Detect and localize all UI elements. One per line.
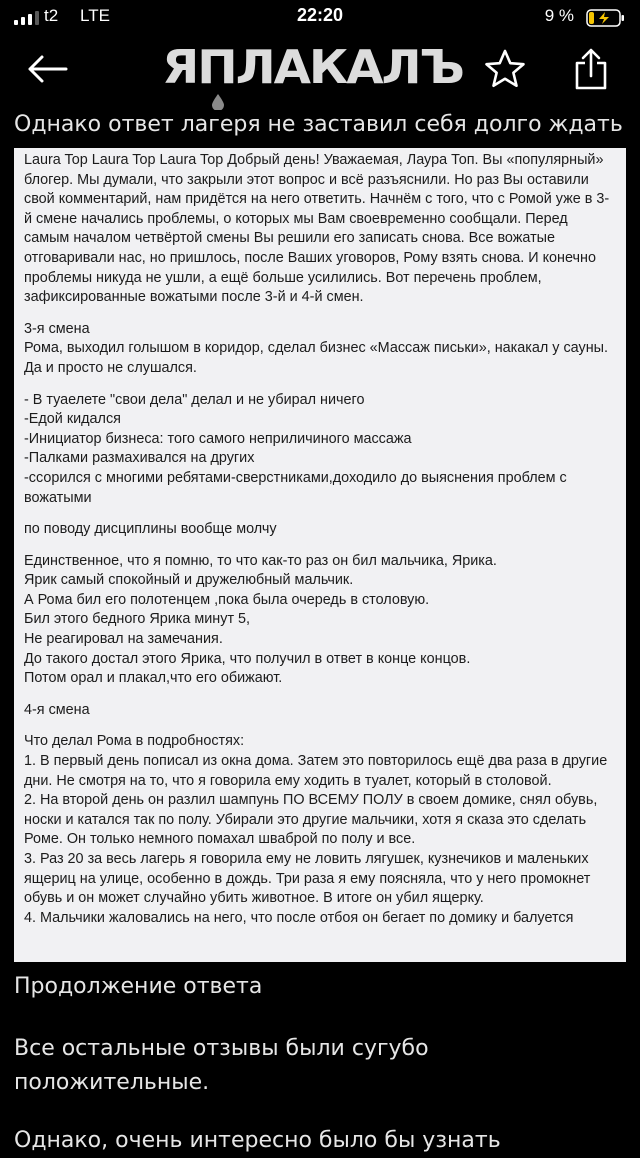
post-paragraph: Все остальные отзывы были сугубо положительные.: [14, 1036, 429, 1095]
screenshot-paragraph-yarik: Единственное, что я помню, то что как-то раз он бил мальчика, Ярика. Ярик самый спокойный и дружелюбный мальчик. А Рома бил его полотенцем ,пока была очередь в столовую. Бил этого бедного Ярика минут 5, Не реагировал на замечания. До такого достал этого Ярика, что получил в ответ в конце концов. Потом орал и плакал,что его обижают.: [24, 552, 497, 687]
screenshot-paragraph-details: Что делал Рома в подробностях: 1. В первый день пописал из окна дома. Затем это повторилось ещё два раза в другие дни. Не смотря на то, что я говорила ему ходить в туалет, который в столовой. 2. На второй день он разлил шампунь ПО ВСЕМУ ПОЛУ в своем домике, снял обувь, носки и катался так по полу. Убирали это другие мальчики, хотя я сказа это сделать Роме. Он только немного помахал шваброй по полу и все. 3. Раз 20 за весь лагерь я говорила ему не ловить лягушек, кузнечиков и маленьких ящериц на улице, особенно в дождь. Три раза я ему поясняла, что у него промокнет обувь и он может случайно убить животное. В итоге он убил ящерку. 4. Мальчики жаловались на него, что после отбоя он бегает по домику и балуется: [24, 733, 608, 926]
carrier-name: t2: [44, 6, 59, 25]
status-bar: [0, 0, 640, 36]
continuation-label: Продолжение ответа: [14, 974, 263, 999]
screenshot-paragraph-list: - В туаелете "свои дела" делал и не убирал ничего -Едой кидался -Инициатор бизнеса: того самого неприличиного массажа -Палками размахивался на других -ссорился с многими ребятами-сверстниками,доходило до выяснения проблем с вожатыми: [24, 391, 567, 506]
post-title: Однако ответ лагеря не заставил себя долго ждать: [14, 112, 623, 137]
site-logo[interactable]: ЯПЛАКАЛЪ: [162, 40, 463, 94]
embedded-screenshot[interactable]: [14, 148, 626, 962]
back-button[interactable]: [22, 44, 72, 94]
share-icon: [573, 47, 609, 91]
battery-charging-icon: [586, 9, 626, 27]
arrow-left-icon: [26, 54, 68, 84]
favorite-button[interactable]: [480, 44, 530, 94]
tear-drop-icon: [212, 94, 224, 110]
screenshot-paragraph-shift-3: 3-я смена Рома, выходил голышом в коридор, сделал бизнес «Массаж письки», накакал у сауны. Да и просто не слушался.: [24, 320, 609, 376]
screenshot-paragraph-discipline: по поводу дисциплины вообще молчу: [24, 521, 277, 538]
post-paragraph-partial: Однако, очень интересно было бы узнать: [14, 1128, 501, 1153]
share-button[interactable]: [566, 44, 616, 94]
screenshot-paragraph-intro: Laura Top Laura Top Laura Top Добрый день! Уважаемая, Лаура Топ. Вы «популярный» блогер. Мы думали, что закрыли этот вопрос и всё разъяснили. Но раз Вы оставили свой комментарий, нам придётся на него ответить. Начнём с того, что с Ромой уже в 3-й смене начались проблемы, о которых мы Вам своевременно сообщали. Перед самым началом четвёртой смены Вы решили его записать снова. Все вожатые отговаривали нас, но пришлось, после Ваших уговоров, Рому взять снова. И конечно проблемы никуда не ушли, а ещё больше усилились. Вот перечень проблем, зафиксированные вожатыми после 3-й и 4-й смен.: [24, 152, 610, 306]
battery-percentage: 9 %: [544, 6, 574, 25]
star-icon: [483, 47, 527, 91]
status-time: 22:20: [296, 5, 344, 25]
screenshot-paragraph-shift-4: 4-я смена: [24, 701, 90, 718]
network-type: LTE: [80, 6, 110, 25]
top-navigation-bar: [0, 36, 640, 102]
